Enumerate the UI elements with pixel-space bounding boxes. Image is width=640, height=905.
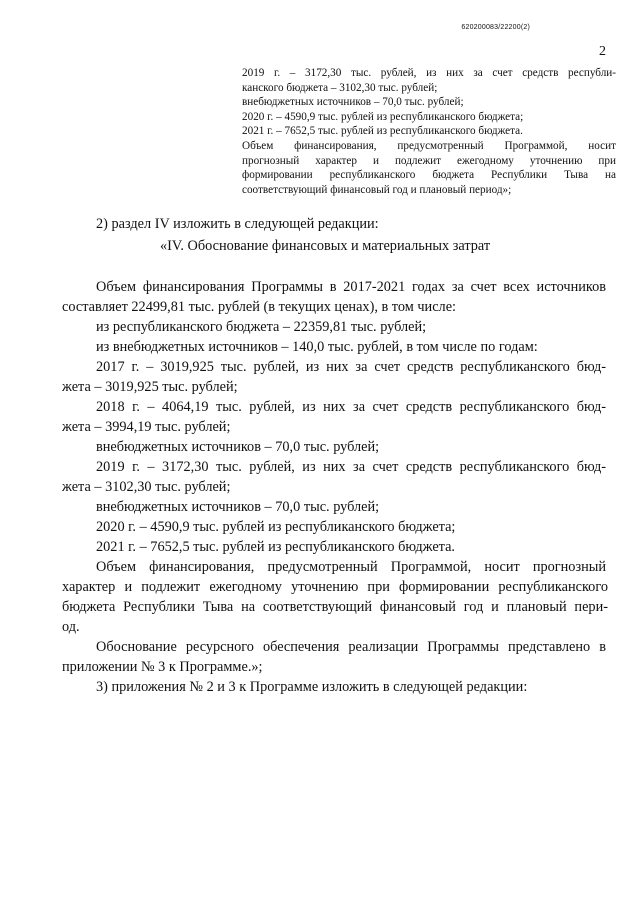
- table-line: Объем финансирования, предусмотренный Программой, носит: [242, 139, 616, 152]
- paragraph-line: Объем финансирования Программы в 2017-2021 годах за счет всех источников: [96, 279, 606, 295]
- paragraph-line: Объем финансирования, предусмотренный Программой, носит прогнозный: [96, 559, 606, 575]
- paragraph-line: 2021 г. – 7652,5 тыс. рублей из республиканского бюджета.: [96, 539, 456, 555]
- paragraph-line: бюджета Республики Тыва на соответствующий финансовый год и плановый пери-: [62, 599, 608, 615]
- section-title: «IV. Обоснование финансовых и материальных затрат: [160, 238, 491, 254]
- paragraph-line: од.: [62, 619, 80, 635]
- table-line: 2020 г. – 4590,9 тыс. рублей из республиканского бюджета;: [242, 110, 524, 123]
- paragraph-line: 2019 г. – 3172,30 тыс. рублей, из них за счет средств республиканского бюд-: [96, 459, 606, 475]
- amendment-item-2: 2) раздел IV изложить в следующей редакции:: [96, 216, 379, 232]
- page-number: 2: [599, 44, 606, 59]
- paragraph-line: из республиканского бюджета – 22359,81 тыс. рублей;: [96, 319, 427, 335]
- table-line: внебюджетных источников – 70,0 тыс. рублей;: [242, 96, 464, 109]
- table-line: 2021 г. – 7652,5 тыс. рублей из республиканского бюджета.: [242, 125, 523, 138]
- document-id: 620200083/22200(2): [461, 24, 530, 31]
- table-line: 2019 г. – 3172,30 тыс. рублей, из них за счет средств республи-: [242, 67, 616, 79]
- amendment-item-3: 3) приложения № 2 и 3 к Программе изложить в следующей редакции:: [96, 679, 528, 695]
- paragraph-line: 2018 г. – 4064,19 тыс. рублей, из них за счет средств республиканского бюд-: [96, 399, 606, 415]
- paragraph-line: приложении № 3 к Программе.»;: [62, 659, 263, 675]
- paragraph-line: характер и подлежит ежегодному уточнению при формировании республиканского: [62, 579, 608, 595]
- table-line: формировании республиканского бюджета Республики Тыва на: [242, 169, 616, 182]
- paragraph-line: внебюджетных источников – 70,0 тыс. рублей;: [96, 499, 380, 515]
- paragraph-line: Обоснование ресурсного обеспечения реализации Программы представлено в: [96, 639, 606, 655]
- table-line: соответствующий финансовый год и плановый период»;: [242, 183, 512, 196]
- paragraph-line: 2020 г. – 4590,9 тыс. рублей из республиканского бюджета;: [96, 519, 456, 535]
- paragraph-line: 2017 г. – 3019,925 тыс. рублей, из них за счет средств республиканского бюд-: [96, 359, 606, 375]
- table-line: канского бюджета – 3102,30 тыс. рублей;: [242, 81, 438, 94]
- paragraph-line: жета – 3102,30 тыс. рублей;: [62, 479, 231, 495]
- paragraph-line: жета – 3019,925 тыс. рублей;: [62, 379, 238, 395]
- paragraph-line: составляет 22499,81 тыс. рублей (в текущих ценах), в том числе:: [62, 299, 457, 315]
- paragraph-line: из внебюджетных источников – 140,0 тыс. рублей, в том числе по годам:: [96, 339, 538, 355]
- table-line: прогнозный характер и подлежит ежегодному уточнению при: [242, 154, 616, 167]
- paragraph-line: внебюджетных источников – 70,0 тыс. рублей;: [96, 439, 380, 455]
- table-cell-fragment: [242, 66, 616, 214]
- paragraph-line: жета – 3994,19 тыс. рублей;: [62, 419, 231, 435]
